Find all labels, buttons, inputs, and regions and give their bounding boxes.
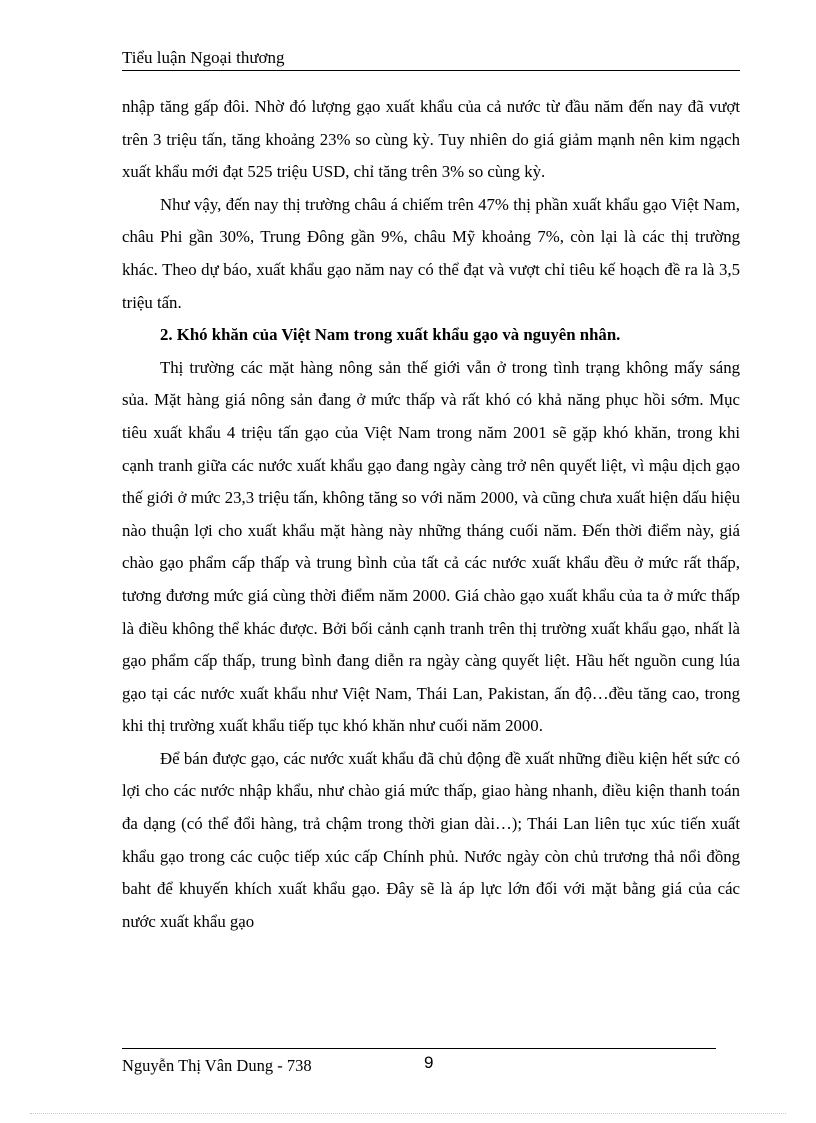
paragraph-market-situation: Thị trường các mặt hàng nông sản thế giới vẫn ở trong tình trạng không mấy sáng sủa. Mặt hàng giá nông sản đang ở mức thấp và rất khó có khả năng phục hồi sớm. Mục tiêu xuất khẩu 4 triệu tấn gạo của Việt Nam trong năm 2001 sẽ gặp khó khăn, trong khi cạnh tranh giữa các nước xuất khẩu gạo đang ngày càng trở nên quyết liệt, vì mậu dịch gạo thế giới ở mức 23,3 triệu tấn, không tăng so với năm 2000, và cũng chưa xuất hiện dấu hiệu nào thuận lợi cho xuất khẩu mặt hàng này những tháng cuối năm. Đến thời điểm này, giá chào gạo phẩm cấp thấp và trung bình của tất cả các nước xuất khẩu đều ở mức rất thấp, tương đương mức giá cùng thời điểm năm 2000. Giá chào gạo xuất khẩu của ta ở mức thấp là điều không thể khác được. Bởi bối cảnh cạnh tranh trên thị trường xuất khẩu gạo, nhất là gạo phẩm cấp thấp, trung bình đang diễn ra ngày càng quyết liệt. Hầu hết nguồn cung lúa gạo tại các nước xuất khẩu như Việt Nam, Thái Lan, Pakistan, ấn độ…đều tăng cao, trong khi thị trường xuất khẩu tiếp tục khó khăn như cuối năm 2000. bbox=[122, 357, 740, 736]
page-number: 9 bbox=[424, 1053, 434, 1072]
paragraph-market-share: Như vậy, đến nay thị trường châu á chiếm trên 47% thị phần xuất khẩu gạo Việt Nam, châu Phi gần 30%, Trung Đông gần 9%, châu Mỹ khoảng 7%, còn lại là các thị trường khác. Theo dự báo, xuất khẩu gạo năm nay có thể đạt và vượt chỉ tiêu kế hoạch đề ra là 3,5 triệu tấn. bbox=[122, 194, 740, 312]
footer-rule bbox=[122, 1048, 716, 1049]
page-bottom-edge bbox=[30, 1113, 786, 1114]
paragraph-continuation: nhập tăng gấp đôi. Nhờ đó lượng gạo xuất khẩu của cả nước từ đầu năm đến nay đã vượt trên 3 triệu tấn, tăng khoảng 23% so cùng kỳ. Tuy nhiên do giá giảm mạnh nên kim ngạch xuất khẩu mới đạt 525 triệu USD, chỉ tăng trên 3% so cùng kỳ. bbox=[122, 97, 740, 182]
paragraph-export-competition: Để bán được gạo, các nước xuất khẩu đã chủ động đề xuất những điều kiện hết sức có lợi cho các nước nhập khẩu, như chào giá mức thấp, giao hàng nhanh, điều kiện thanh toán đa dạng (có thể đổi hàng, trả chậm trong thời gian dài…); Thái Lan liên tục xúc tiến xuất khẩu gạo trong các cuộc tiếp xúc cấp Chính phủ. Nước ngày còn chủ trương thả nổi đồng baht để khuyến khích xuất khẩu gạo. Đây sẽ là áp lực lớn đối với mặt bằng giá của các nước xuất khẩu gạo bbox=[122, 748, 740, 931]
running-header: Tiểu luận Ngoại thương bbox=[122, 48, 285, 67]
section-heading: 2. Khó khăn của Việt Nam trong xuất khẩu gạo và nguyên nhân. bbox=[160, 325, 621, 345]
body-text bbox=[122, 91, 740, 938]
header-rule bbox=[122, 70, 740, 71]
footer-author: Nguyễn Thị Vân Dung - 738 bbox=[122, 1056, 312, 1075]
